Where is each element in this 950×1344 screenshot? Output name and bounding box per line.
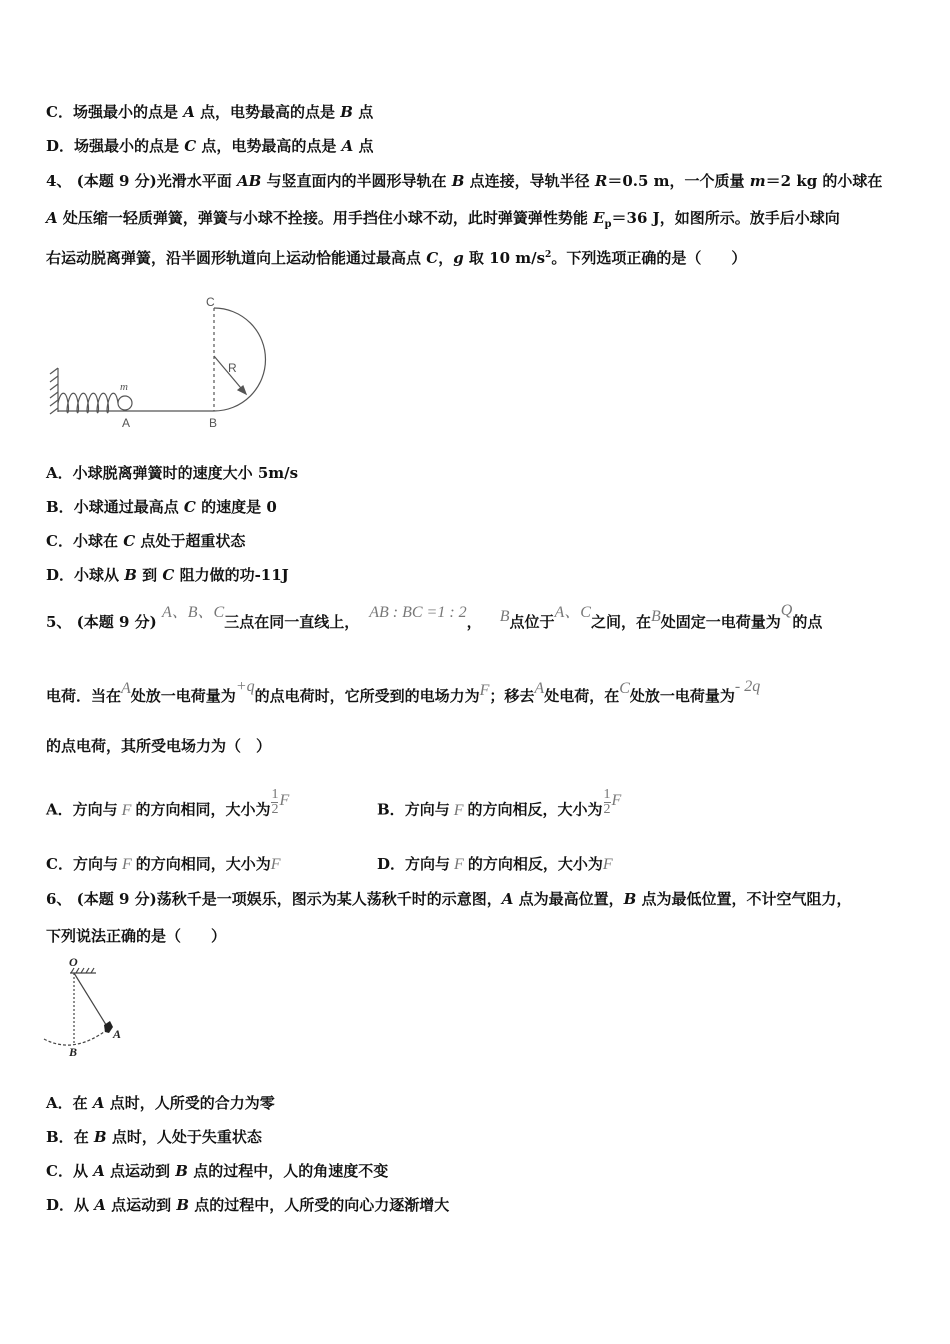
arrow-head bbox=[238, 386, 246, 394]
q5-stem-line2: 电荷．当在A处放一电荷量为+q的点电荷时，它所受到的电场力为F；移去A处电荷，在C处放一电荷量为- 2q bbox=[46, 678, 761, 705]
label-r: R bbox=[228, 361, 237, 375]
label-a: A bbox=[122, 416, 131, 430]
label-a: A bbox=[113, 1027, 122, 1041]
swing-arc bbox=[44, 1029, 108, 1045]
q6-stem-line1: 6、 (本题 9 分)荡秋千是一项娱乐，图示为某人荡秋千时的示意图，A 点为最高位置，B 点为最低位置，不计空气阻力， bbox=[46, 890, 852, 908]
label-b: B bbox=[69, 1045, 78, 1059]
q4-option-b[interactable]: B．小球通过最高点 C 的速度是 0 bbox=[46, 498, 277, 516]
wall-hatch bbox=[50, 368, 58, 414]
q6-option-c[interactable]: C．从 A 点运动到 B 点的过程中，人的角速度不变 bbox=[46, 1162, 389, 1180]
label-o: O bbox=[69, 955, 78, 969]
q5-option-c[interactable]: C．方向与 F 的方向相同，大小为F bbox=[46, 855, 281, 873]
q5-option-a[interactable]: A．方向与 F 的方向相同，大小为 $\frac{1}{2}$ F bbox=[46, 787, 290, 819]
q4-option-a[interactable]: A．小球脱离弹簧时的速度大小 5m/s bbox=[46, 464, 299, 482]
prev-option-d: D．场强最小的点是 C 点，电势最高的点是 A 点 bbox=[46, 137, 374, 155]
q4-spring-track-figure bbox=[46, 290, 286, 435]
q6-swing-figure bbox=[40, 955, 140, 1065]
label-c: C bbox=[206, 295, 215, 309]
prev-option-c: C．场强最小的点是 A 点，电势最高的点是 B 点 bbox=[46, 103, 374, 121]
q5-stem-line3: 的点电荷，其所受电场力为（ ） bbox=[46, 737, 272, 755]
swing-rope bbox=[74, 973, 108, 1028]
label-m: m bbox=[120, 381, 128, 393]
q4-option-d[interactable]: D．小球从 B 到 C 阻力做的功-11J bbox=[46, 566, 289, 584]
ball bbox=[118, 396, 132, 410]
q5-option-b[interactable]: B．方向与 F 的方向相反，大小为 $\frac{1}{2}$ F bbox=[377, 787, 622, 819]
q6-option-d[interactable]: D．从 A 点运动到 B 点的过程中，人所受的向心力逐渐增大 bbox=[46, 1196, 450, 1214]
q6-option-a[interactable]: A．在 A 点时，人所受的合力为零 bbox=[46, 1094, 275, 1112]
q4-stem-line3: 右运动脱离弹簧，沿半圆形轨道向上运动恰能通过最高点 C，g 取 10 $m/s^2$。下列选项正确的是（ ） bbox=[46, 249, 747, 267]
q6-option-b[interactable]: B．在 B 点时，人处于失重状态 bbox=[46, 1128, 262, 1146]
q4-stem-line2: A 处压缩一轻质弹簧，弹簧与小球不拴接。用手挡住小球不动，此时弹簧弹性势能 $E_p=36$ J，如图所示。放手后小球向 bbox=[46, 209, 840, 230]
spring-coil bbox=[58, 393, 118, 413]
q4-stem-line1: 4、 (本题 9 分)光滑水平面 AB 与竖直面内的半圆形导轨在 B 点连接，导轨半径 R＝0.5 m，一个质量 m＝2 kg 的小球在 bbox=[46, 172, 883, 190]
semicircle-track bbox=[214, 308, 265, 411]
q5-stem-line1: 5、 (本题 9 分) A、B、C三点在同一直线上，AB : BC =1 : 2， B点位于A、C之间，在B处固定一电荷量为Q的点 bbox=[46, 602, 823, 631]
q5-option-d[interactable]: D．方向与 F 的方向相反，大小为F bbox=[377, 855, 613, 873]
q4-option-c[interactable]: C．小球在 C 点处于超重状态 bbox=[46, 532, 246, 550]
q6-stem-line2: 下列说法正确的是（ ） bbox=[46, 927, 227, 945]
label-b: B bbox=[209, 416, 218, 430]
